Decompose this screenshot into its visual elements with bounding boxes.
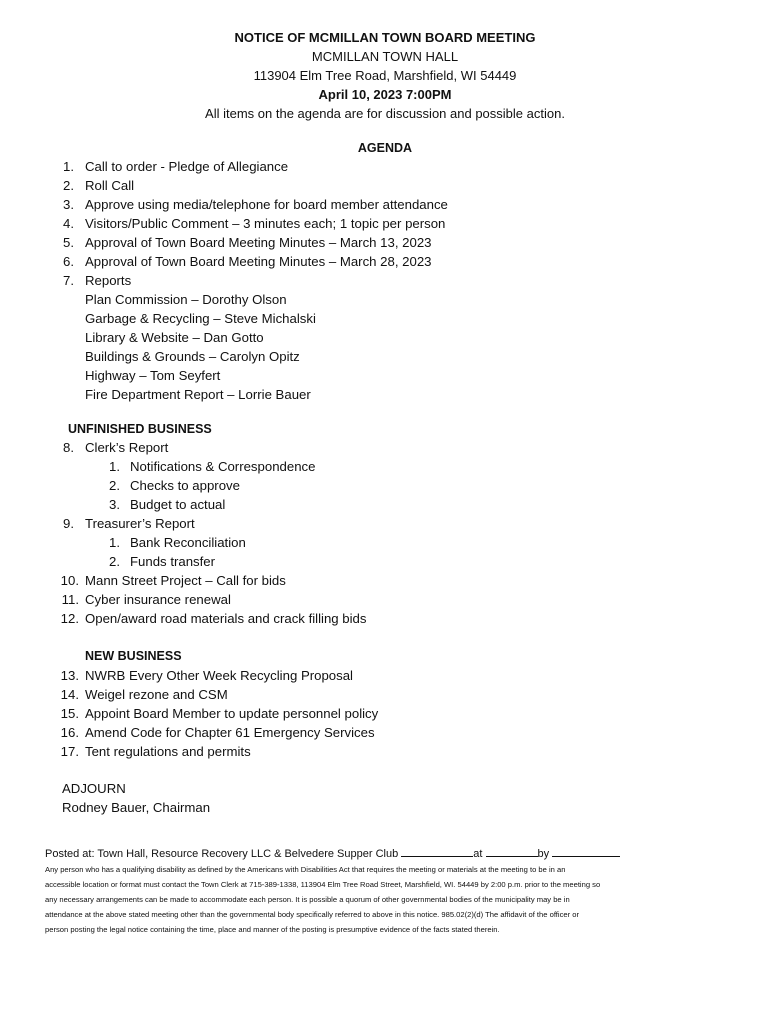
unfinished-business-heading: UNFINISHED BUSINESS (68, 422, 212, 436)
report-entry: Library & Website – Dan Gotto (85, 330, 264, 345)
report-entry: Buildings & Grounds – Carolyn Opitz (85, 349, 300, 364)
meeting-notice-document: NOTICE OF MCMILLAN TOWN BOARD MEETING MCMILLAN TOWN HALL 113904 Elm Tree Road, Marshfield, WI 54449 April 10, 2023 7:00PM All items on the agenda are for discussion and possible action. AGENDA 1. Call to order - Pledge of Allegiance 2. Roll Call 3. Approve using media/telephone for board member attendance 4. Visitors/Public Comment – 3 minutes each; 1 topic per person 5. Approval of Town Board Meeting Minutes – March 13, 2023 6. Approval of Town Board Meeting Minutes – March 28, 2023 7. Reports Plan Commission – Dorothy Olson Garbage & Recycling – Steve Michalski Library & Website – Dan Gotto Buildings & Grounds – Carolyn Opitz Highway – Tom Seyfert Fire Department Report – Lorrie Bauer UNFINISHED BUSINESS 8. Clerk’s Report 1. Notifications & Correspondence 2. Checks to approve 3. Budget to actual 9. Treasurer’s Report 1. Bank Reconciliation 2. Funds transfer 10. Mann Street Project – Call for bids 11. Cyber insurance renewal 12. Open/award road materials and crack filling bids NEW BUSINESS 13. NWRB Every Other Week Recycling Proposal 14. Weigel rezone and CSM 15. Appoint Board Member to update personnel policy 16. Amend Code for Chapter 61 Emergency Services 17. Tent regulations and permits ADJOURN Rodney Bauer, Chairman Posted at: Town Hall, Resource Recovery LLC & Belvedere Supper Club at by Any person who has a qualifying disability as defined by the Americans with Disabilities Act that requires the meeting or materials at the meeting to be in an accessible location or format must contact the Town Clerk at 715-389-1338, 113904 Elm Tree Road Street, Marshfield, WI. 54449 by 2:00 p.m. prior to the meeting so any necessary arrangements can be made to accommodate each person. It is possible a quorum of other governmental bodies of the municipality may be in attendance at the above stated meeting other than the governmental body specifically referred to above in this notice. 985.02(2)(d) The affidavit of the officer or person posting the legal notice containing the time, place and manner of the posting is presumptive evidence of the facts stated therein. (0, 0, 770, 1024)
hall-name: MCMILLAN TOWN HALL (311, 49, 459, 64)
report-entry: Plan Commission – Dorothy Olson (85, 292, 287, 307)
agenda-heading: AGENDA (357, 141, 413, 155)
discussion-note: All items on the agenda are for discussion and possible action. (205, 106, 565, 121)
posted-at-line (45, 845, 620, 862)
by-label: by (537, 848, 550, 860)
disclaimer-line: attendance at the above stated meeting other than the governmental body specifically referred to above in this notice. 985.02(2)(d) The affidavit of the officer or (45, 910, 579, 919)
meeting-datetime: April 10, 2023 7:00PM (318, 87, 452, 102)
posted-locations: Posted at: Town Hall, Resource Recovery LLC & Belvedere Supper Club (45, 848, 399, 860)
posted-blank (401, 845, 473, 857)
disclaimer-line: person posting the legal notice containing the time, place and manner of the posting is presumptive evidence of the facts stated therein. (45, 925, 500, 934)
report-entry: Highway – Tom Seyfert (85, 368, 221, 383)
adjourn-label: ADJOURN (62, 781, 126, 796)
hall-address: 113904 Elm Tree Road, Marshfield, WI 54449 (253, 68, 517, 83)
disclaimer-line: Any person who has a qualifying disability as defined by the Americans with Disabilities Act that requires the meeting or materials at the meeting to be in an (45, 865, 566, 874)
at-blank (486, 845, 538, 857)
disclaimer-line: any necessary arrangements can be made to accommodate each person. It is possible a quorum of other governmental bodies of the municipality may be in (45, 895, 570, 904)
by-blank (552, 845, 620, 857)
disclaimer-line: accessible location or format must contact the Town Clerk at 715-389-1338, 113904 Elm Tree Road Street, Marshfield, WI. 54449 by 2:00 p.m. prior to the meeting so (45, 880, 601, 889)
report-entry: Garbage & Recycling – Steve Michalski (85, 311, 316, 326)
notice-title: NOTICE OF MCMILLAN TOWN BOARD MEETING (234, 30, 536, 45)
new-business-heading: NEW BUSINESS (85, 649, 182, 663)
report-entry: Fire Department Report – Lorrie Bauer (85, 387, 311, 402)
at-label: at (473, 848, 483, 860)
chairman-signature: Rodney Bauer, Chairman (62, 800, 211, 815)
